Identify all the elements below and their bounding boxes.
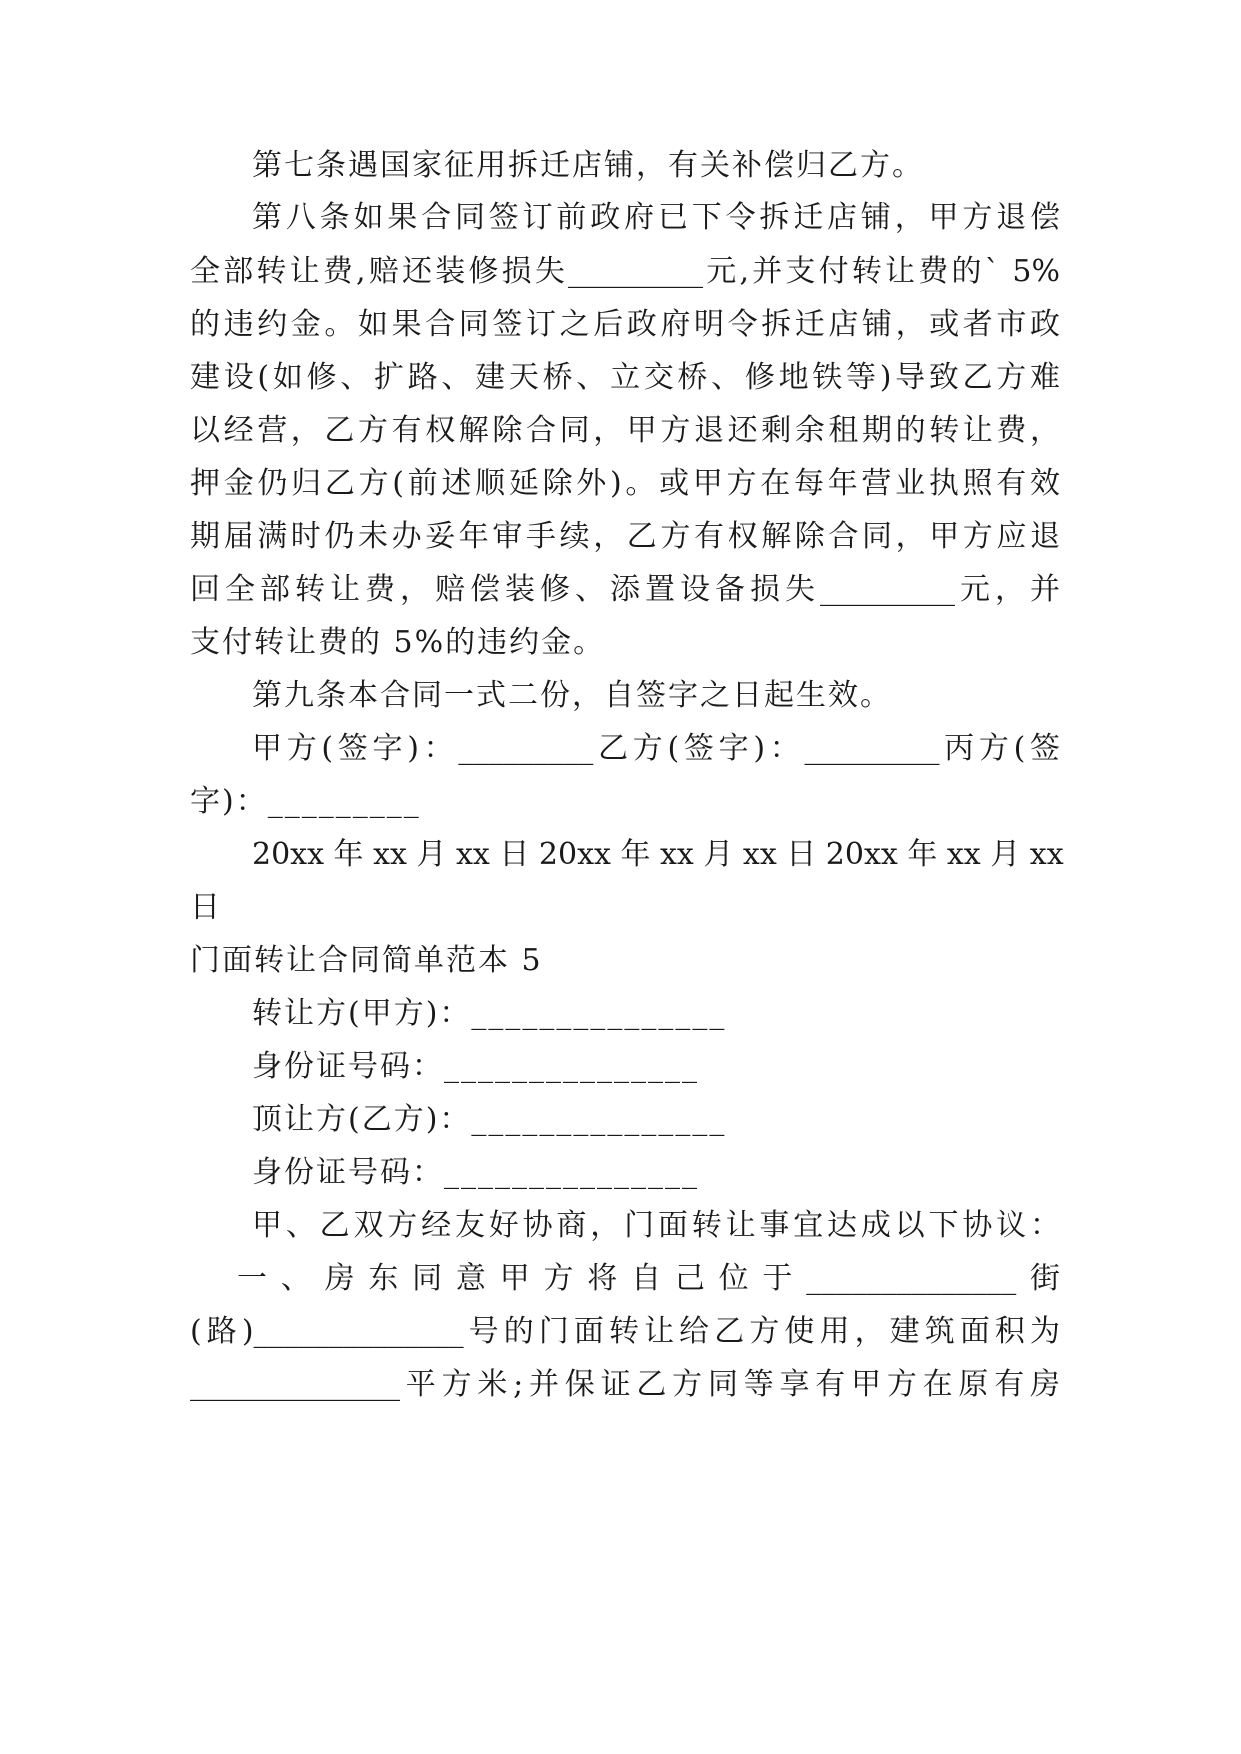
- clause-7-line: 第七条遇国家征用拆迁店铺，有关补偿归乙方。: [252, 148, 924, 183]
- clause-9-line: 第九条本合同一式二份，自签字之日起生效。: [252, 678, 892, 713]
- signature-line-2: 字)：_________: [190, 784, 421, 819]
- clause-8-line-8: 回全部转让费，赔偿装修、添置设备损失_________元，并: [190, 572, 1060, 607]
- transferor-field: 转让方(甲方)：_______________: [252, 996, 727, 1031]
- clause-8-line-6: 押金仍归乙方(前述顺延除外)。或甲方在每年营业执照有效: [190, 466, 1060, 501]
- date-line-2: 日: [190, 890, 222, 925]
- clause-8-line-4: 建设(如修、扩路、建天桥、立交桥、修地铁等)导致乙方难: [190, 360, 1060, 395]
- section-title: 门面转让合同简单范本 5: [190, 943, 543, 978]
- transferee-id-field: 身份证号码：_______________: [252, 1155, 699, 1190]
- article-1-line-1: 一、房东同意甲方将自己位于______________街: [237, 1261, 1060, 1296]
- article-1-line-3: ______________平方米;并保证乙方同等享有甲方在原有房: [190, 1367, 1060, 1402]
- agreement-intro: 甲、乙双方经友好协商，门面转让事宜达成以下协议：: [252, 1208, 1060, 1243]
- clause-8-line-5: 以经营，乙方有权解除合同，甲方退还剩余租期的转让费，: [190, 413, 1060, 448]
- signature-line-1: 甲方(签字)：_________乙方(签字)：_________丙方(签: [252, 731, 1060, 766]
- article-1-line-2: (路)______________号的门面转让给乙方使用，建筑面积为: [190, 1314, 1060, 1349]
- clause-8-line-1: 第八条如果合同签订前政府已下令拆迁店铺，甲方退偿: [252, 200, 1060, 235]
- date-line-1: 20xx 年 xx 月 xx 日 20xx 年 xx 月 xx 日 20xx 年 xx 月 xx: [252, 837, 1064, 872]
- transferor-id-field: 身份证号码：_______________: [252, 1049, 699, 1084]
- clause-8-line-7: 期届满时仍未办妥年审手续，乙方有权解除合同，甲方应退: [190, 519, 1060, 554]
- clause-8-line-9: 支付转让费的 5%的违约金。: [190, 625, 606, 660]
- transferee-field: 顶让方(乙方)：_______________: [252, 1102, 727, 1137]
- clause-8-line-2: 全部转让费,赔还装修损失_________元,并支付转让费的` 5%: [190, 254, 1060, 289]
- clause-8-line-3: 的违约金。如果合同签订之后政府明令拆迁店铺，或者市政: [190, 307, 1060, 342]
